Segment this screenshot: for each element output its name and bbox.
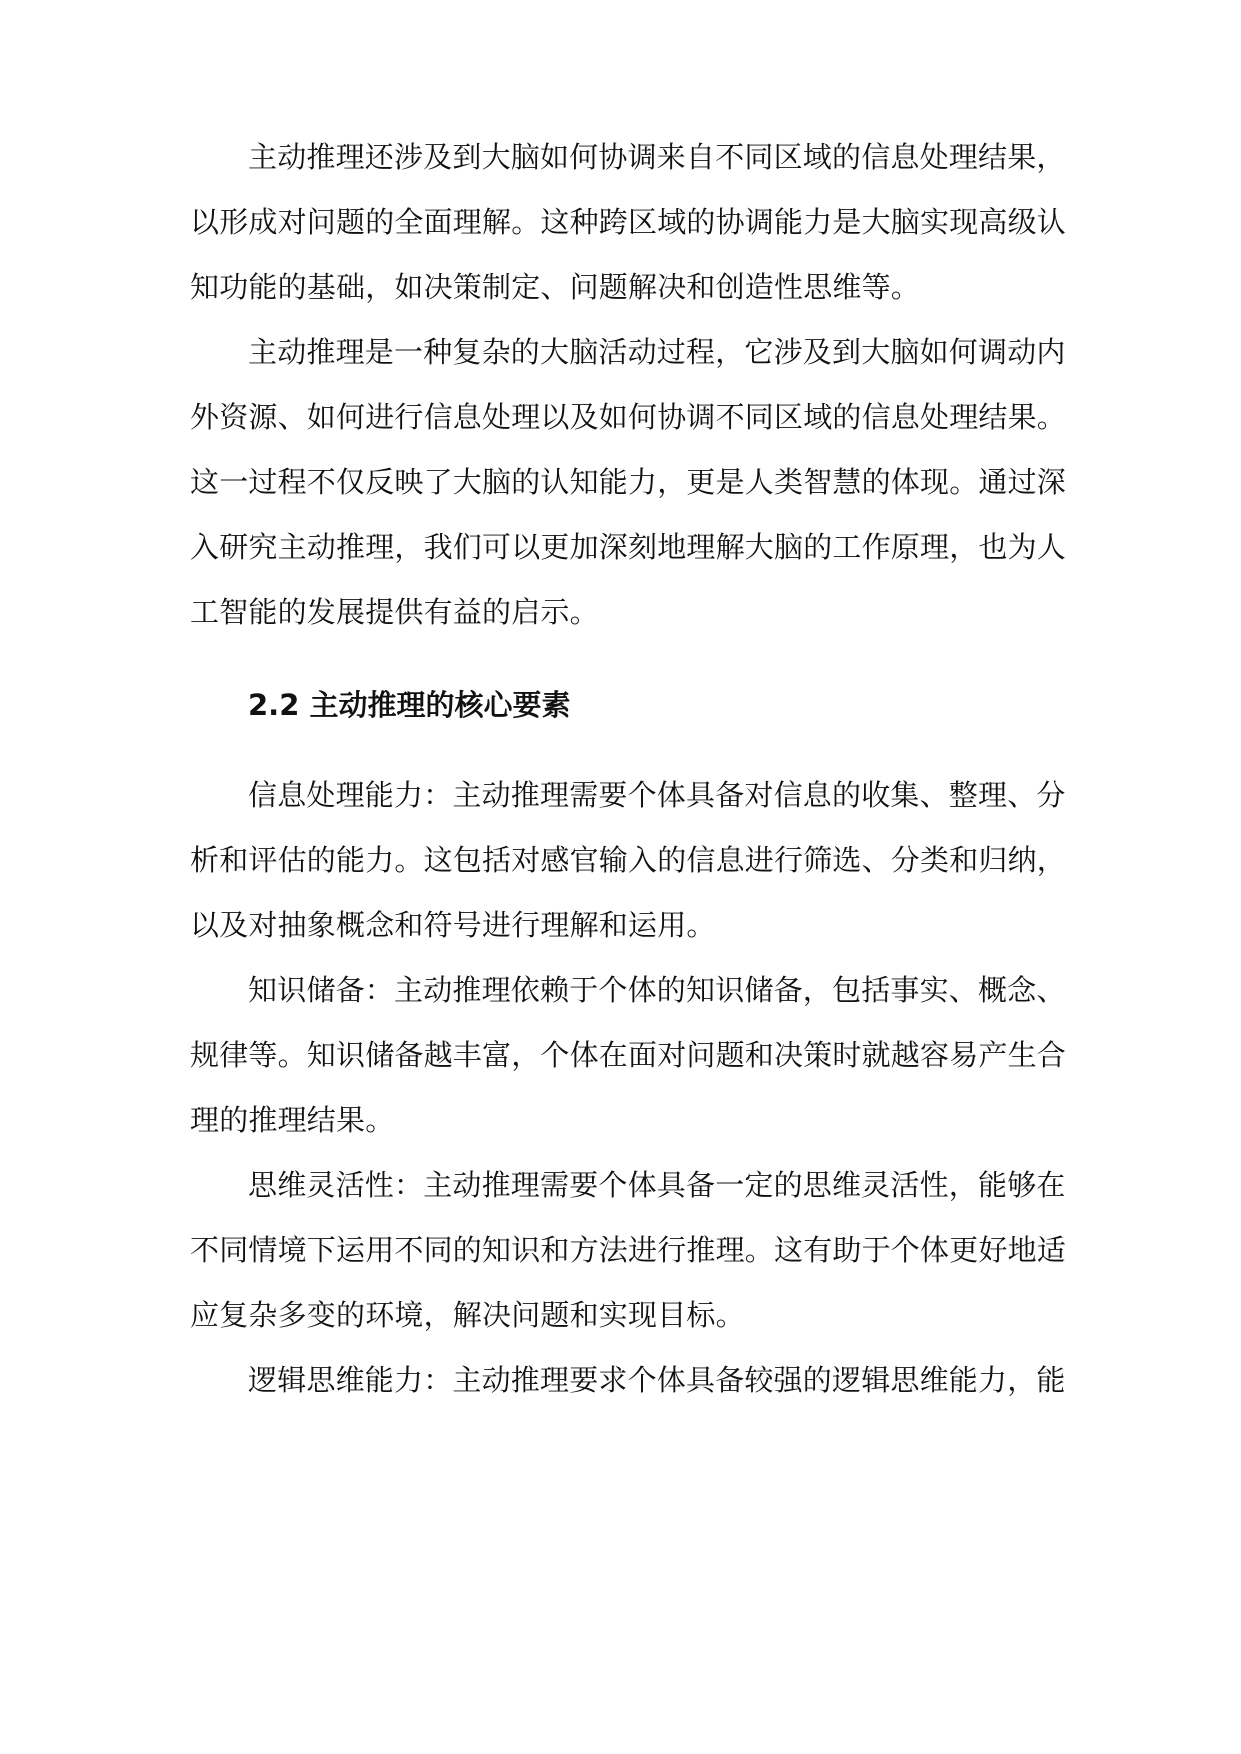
paragraph-line: 入研究主动推理，我们可以更加深刻地理解大脑的工作原理，也为人: [190, 530, 1067, 564]
paragraph-line: 思维灵活性：主动推理需要个体具备一定的思维灵活性，能够在: [248, 1168, 1066, 1202]
paragraph-line: 知识储备：主动推理依赖于个体的知识储备，包括事实、概念、: [248, 973, 1066, 1007]
paragraph-line: 知功能的基础，如决策制定、问题解决和创造性思维等。: [190, 270, 921, 304]
paragraph-line: 不同情境下运用不同的知识和方法进行推理。这有助于个体更好地适: [190, 1233, 1067, 1267]
paragraph-line: 理的推理结果。: [190, 1103, 395, 1137]
paragraph-line: 这一过程不仅反映了大脑的认知能力，更是人类智慧的体现。通过深: [190, 465, 1067, 499]
section-heading: [248, 685, 571, 725]
paragraph-line: 以及对抽象概念和符号进行理解和运用。: [190, 908, 716, 942]
paragraph-line: 以形成对问题的全面理解。这种跨区域的协调能力是大脑实现高级认: [190, 205, 1067, 239]
paragraph-line: 逻辑思维能力：主动推理要求个体具备较强的逻辑思维能力，能: [248, 1363, 1066, 1397]
paragraph-line: 规律等。知识储备越丰富，个体在面对问题和决策时就越容易产生合: [190, 1038, 1067, 1072]
paragraph-line: 主动推理是一种复杂的大脑活动过程，它涉及到大脑如何调动内: [248, 335, 1066, 369]
paragraph-line: 析和评估的能力。这包括对感官输入的信息进行筛选、分类和归纳，: [190, 843, 1067, 877]
paragraph-line: 工智能的发展提供有益的启示。: [190, 595, 599, 629]
paragraph-line: 外资源、如何进行信息处理以及如何协调不同区域的信息处理结果。: [190, 400, 1067, 434]
paragraph-line: 主动推理还涉及到大脑如何协调来自不同区域的信息处理结果，: [248, 140, 1066, 174]
section-number: 2.2: [248, 688, 300, 722]
section-title: 主动推理的核心要素: [309, 688, 571, 722]
paragraph-line: 信息处理能力：主动推理需要个体具备对信息的收集、整理、分: [248, 778, 1066, 812]
paragraph-line: 应复杂多变的环境，解决问题和实现目标。: [190, 1298, 745, 1332]
